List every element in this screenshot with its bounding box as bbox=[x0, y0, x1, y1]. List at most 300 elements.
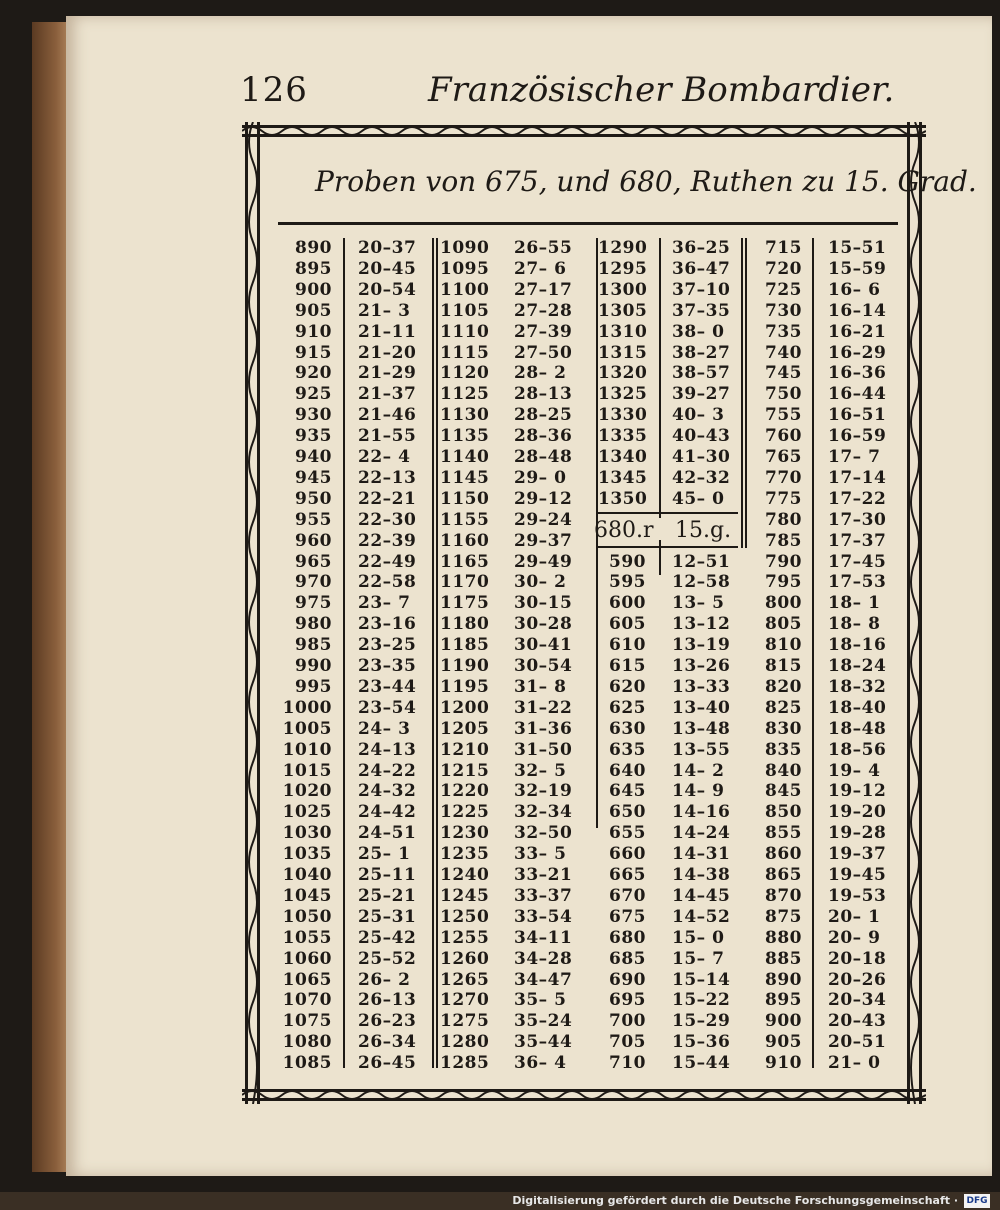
table-cell: 625 bbox=[609, 697, 646, 718]
table-cell: 24– 3 bbox=[358, 718, 411, 739]
table-cell: 31–36 bbox=[514, 718, 573, 739]
table-cell: 1075 bbox=[282, 1011, 332, 1032]
table-cell: 875 bbox=[765, 906, 802, 927]
table-cell: 1200 bbox=[440, 697, 490, 718]
table-cell: 1015 bbox=[282, 760, 332, 781]
table-cell: 35–24 bbox=[514, 1011, 573, 1032]
table-cell: 28–13 bbox=[514, 384, 573, 405]
table-cell: 750 bbox=[765, 384, 802, 405]
table-cell: 18–40 bbox=[828, 697, 887, 718]
table-cell: 28–36 bbox=[514, 426, 573, 447]
table-cell: 1325 bbox=[598, 384, 648, 405]
table-cell: 20–37 bbox=[358, 238, 417, 258]
table-cell: 895 bbox=[765, 990, 802, 1011]
table-cell: 24–42 bbox=[358, 802, 417, 823]
table-cell: 16–59 bbox=[828, 426, 887, 447]
table-cell: 1020 bbox=[282, 781, 332, 802]
section-rule bbox=[596, 512, 738, 514]
column-divider bbox=[745, 238, 747, 548]
table-cell: 16–44 bbox=[828, 384, 887, 405]
table-cell: 26–23 bbox=[358, 1011, 417, 1032]
table-cell: 1340 bbox=[598, 447, 648, 467]
table-cell: 18– 8 bbox=[828, 614, 881, 635]
column-divider bbox=[436, 238, 438, 1068]
table-cell: 1150 bbox=[440, 488, 490, 509]
running-head: Französischer Bombardier. bbox=[428, 70, 895, 110]
table-cell: 770 bbox=[765, 467, 802, 488]
table-cell: 22–21 bbox=[358, 488, 417, 509]
table-cell: 1005 bbox=[282, 718, 332, 739]
table-cell: 755 bbox=[765, 405, 802, 426]
table-cell: 32–50 bbox=[514, 823, 573, 844]
table-cell: 1175 bbox=[440, 593, 490, 614]
table-cell: 28–25 bbox=[514, 405, 573, 426]
table-cell: 13– 5 bbox=[672, 593, 725, 614]
table-cell: 780 bbox=[765, 509, 802, 530]
table-cell: 35– 5 bbox=[514, 990, 567, 1011]
table-cell: 15–29 bbox=[672, 1011, 731, 1032]
table-cell: 740 bbox=[765, 342, 802, 363]
table-cell: 1190 bbox=[440, 656, 490, 676]
table-cell: 1300 bbox=[598, 279, 648, 300]
table-cell: 905 bbox=[295, 300, 332, 321]
table-cell: 590 bbox=[609, 551, 646, 572]
table-cell: 29–12 bbox=[514, 488, 573, 509]
table-cell: 41–30 bbox=[672, 447, 731, 467]
table-cell: 20– 9 bbox=[828, 927, 881, 948]
table-cell: 24–22 bbox=[358, 760, 417, 781]
table-cell: 905 bbox=[765, 1032, 802, 1053]
table-cell: 26–13 bbox=[358, 990, 417, 1011]
table-cell: 27–28 bbox=[514, 300, 573, 321]
table-cell: 895 bbox=[295, 258, 332, 279]
table-cell: 24–32 bbox=[358, 781, 417, 802]
table-cell: 16– 6 bbox=[828, 279, 881, 300]
table-cell: 26–34 bbox=[358, 1032, 417, 1053]
table-cell: 1135 bbox=[440, 426, 490, 447]
table-cell: 700 bbox=[609, 1011, 646, 1032]
table-cell: 1085 bbox=[282, 1053, 332, 1074]
table-cell: 35–44 bbox=[514, 1032, 573, 1053]
table-cell: 19– 4 bbox=[828, 760, 881, 781]
table-cell: 995 bbox=[295, 676, 332, 697]
table-cell: 14–52 bbox=[672, 906, 731, 927]
table-cell: 1290 bbox=[598, 238, 648, 258]
table-cell: 1310 bbox=[598, 321, 648, 342]
column-divider bbox=[659, 238, 661, 518]
table-cell: 595 bbox=[609, 572, 646, 593]
table-cell: 13–55 bbox=[672, 739, 731, 760]
table-cell: 27– 6 bbox=[514, 258, 567, 279]
table-cell: 13–19 bbox=[672, 635, 731, 656]
table-cell: 970 bbox=[295, 572, 332, 593]
table-cell: 19–12 bbox=[828, 781, 887, 802]
table-cell: 31–50 bbox=[514, 739, 573, 760]
table-cell: 705 bbox=[609, 1032, 646, 1053]
table-cell: 900 bbox=[295, 279, 332, 300]
table-cell: 1130 bbox=[440, 405, 490, 426]
table-cell: 17–22 bbox=[828, 488, 887, 509]
dfg-logo: DFG bbox=[964, 1194, 990, 1208]
table-cell: 635 bbox=[609, 739, 646, 760]
table-cell: 20–54 bbox=[358, 279, 417, 300]
table-cell: 910 bbox=[765, 1053, 802, 1074]
table-cell: 17–37 bbox=[828, 530, 887, 551]
table-cell: 26–45 bbox=[358, 1053, 417, 1074]
table-cell: 22–39 bbox=[358, 530, 417, 551]
table-cell: 1055 bbox=[282, 927, 332, 948]
table-cell: 17–53 bbox=[828, 572, 887, 593]
table-cell: 19–53 bbox=[828, 885, 887, 906]
table-cell: 1050 bbox=[282, 906, 332, 927]
table-cell: 21–46 bbox=[358, 405, 417, 426]
table-cell: 985 bbox=[295, 635, 332, 656]
table-cell: 16–21 bbox=[828, 321, 887, 342]
table-cell: 28– 2 bbox=[514, 363, 567, 384]
table-cell: 29–24 bbox=[514, 509, 573, 530]
table-cell: 870 bbox=[765, 885, 802, 906]
table-cell: 14–45 bbox=[672, 885, 731, 906]
table-cell: 30– 2 bbox=[514, 572, 567, 593]
table-cell: 32– 5 bbox=[514, 760, 567, 781]
table-cell: 15–22 bbox=[672, 990, 731, 1011]
table-cell: 29–49 bbox=[514, 551, 573, 572]
table-cell: 25–42 bbox=[358, 927, 417, 948]
table-cell: 25–31 bbox=[358, 906, 417, 927]
table-cell: 1090 bbox=[440, 238, 490, 258]
table-cell: 13–12 bbox=[672, 614, 731, 635]
table-cell: 33–54 bbox=[514, 906, 573, 927]
table-cell: 15–51 bbox=[828, 238, 887, 258]
title-rule bbox=[278, 222, 898, 225]
table-cell: 22–58 bbox=[358, 572, 417, 593]
table-cell: 1155 bbox=[440, 509, 490, 530]
table-cell: 950 bbox=[295, 488, 332, 509]
table-cell: 29– 0 bbox=[514, 467, 567, 488]
table-cell: 19–45 bbox=[828, 865, 887, 885]
table-cell: 975 bbox=[295, 593, 332, 614]
table-cell: 21–55 bbox=[358, 426, 417, 447]
table-cell: 620 bbox=[609, 676, 646, 697]
table-cell: 910 bbox=[295, 321, 332, 342]
table-cell: 810 bbox=[765, 635, 802, 656]
table-cell: 1010 bbox=[282, 739, 332, 760]
table-cell: 1205 bbox=[440, 718, 490, 739]
table-cell: 915 bbox=[295, 342, 332, 363]
table-cell: 1225 bbox=[440, 802, 490, 823]
digitization-credit: Digitalisierung gefördert durch die Deutsche Forschungsgemeinschaft · bbox=[512, 1194, 958, 1207]
table-cell: 17–14 bbox=[828, 467, 887, 488]
table-cell: 25– 1 bbox=[358, 844, 411, 865]
table-cell: 1040 bbox=[282, 865, 332, 885]
table-cell: 785 bbox=[765, 530, 802, 551]
table-cell: 14–31 bbox=[672, 844, 731, 865]
table-cell: 650 bbox=[609, 802, 646, 823]
column-divider bbox=[343, 238, 345, 1068]
table-cell: 1065 bbox=[282, 969, 332, 990]
border-left bbox=[242, 122, 264, 1104]
table-cell: 1235 bbox=[440, 844, 490, 865]
table-cell: 15–44 bbox=[672, 1053, 731, 1074]
table-cell: 31–22 bbox=[514, 697, 573, 718]
table-cell: 36– 4 bbox=[514, 1053, 567, 1074]
table-cell: 36–47 bbox=[672, 258, 731, 279]
border-top bbox=[242, 122, 926, 140]
table-cell: 13–26 bbox=[672, 656, 731, 676]
table-cell: 22–13 bbox=[358, 467, 417, 488]
table-cell: 675 bbox=[609, 906, 646, 927]
table-cell: 18–32 bbox=[828, 676, 887, 697]
table-cell: 21– 3 bbox=[358, 300, 411, 321]
table-cell: 38– 0 bbox=[672, 321, 725, 342]
table-cell: 23– 7 bbox=[358, 593, 411, 614]
table-cell: 1285 bbox=[440, 1053, 490, 1074]
table-cell: 660 bbox=[609, 844, 646, 865]
table-cell: 835 bbox=[765, 739, 802, 760]
section-header-grad: 15.g. bbox=[675, 518, 732, 543]
table-cell: 955 bbox=[295, 509, 332, 530]
table-cell: 16–14 bbox=[828, 300, 887, 321]
table-cell: 20–18 bbox=[828, 948, 887, 969]
table-cell: 30–15 bbox=[514, 593, 573, 614]
table-cell: 20–26 bbox=[828, 969, 887, 990]
table-cell: 890 bbox=[295, 238, 332, 258]
table-cell: 18– 1 bbox=[828, 593, 881, 614]
table-cell: 1170 bbox=[440, 572, 490, 593]
table-cell: 1160 bbox=[440, 530, 490, 551]
table-cell: 33–37 bbox=[514, 885, 573, 906]
table-cell: 665 bbox=[609, 865, 646, 885]
table-cell: 1295 bbox=[598, 258, 648, 279]
table-cell: 1280 bbox=[440, 1032, 490, 1053]
table-cell: 1110 bbox=[440, 321, 490, 342]
table-cell: 23–16 bbox=[358, 614, 417, 635]
table-cell: 940 bbox=[295, 447, 332, 467]
table-cell: 18–48 bbox=[828, 718, 887, 739]
table-cell: 830 bbox=[765, 718, 802, 739]
table-cell: 1315 bbox=[598, 342, 648, 363]
table-cell: 1120 bbox=[440, 363, 490, 384]
table-cell: 1220 bbox=[440, 781, 490, 802]
table-cell: 930 bbox=[295, 405, 332, 426]
table-cell: 1265 bbox=[440, 969, 490, 990]
table-cell: 805 bbox=[765, 614, 802, 635]
table-cell: 12–58 bbox=[672, 572, 731, 593]
table-cell: 1140 bbox=[440, 447, 490, 467]
table-cell: 14–24 bbox=[672, 823, 731, 844]
table-cell: 1345 bbox=[598, 467, 648, 488]
table-cell: 18–16 bbox=[828, 635, 887, 656]
table-cell: 32–19 bbox=[514, 781, 573, 802]
table-cell: 13–40 bbox=[672, 697, 731, 718]
table-cell: 25–11 bbox=[358, 865, 417, 885]
table-cell: 1035 bbox=[282, 844, 332, 865]
table-cell: 1000 bbox=[282, 697, 332, 718]
table-cell: 1105 bbox=[440, 300, 490, 321]
table-cell: 1095 bbox=[440, 258, 490, 279]
table-cell: 655 bbox=[609, 823, 646, 844]
table-cell: 22– 4 bbox=[358, 447, 411, 467]
table-cell: 795 bbox=[765, 572, 802, 593]
table-cell: 680 bbox=[609, 927, 646, 948]
page-number: 126 bbox=[240, 70, 308, 110]
table-cell: 645 bbox=[609, 781, 646, 802]
table-cell: 23–54 bbox=[358, 697, 417, 718]
table-cell: 630 bbox=[609, 718, 646, 739]
table-cell: 745 bbox=[765, 363, 802, 384]
table-cell: 1145 bbox=[440, 467, 490, 488]
table-cell: 29–37 bbox=[514, 530, 573, 551]
table-cell: 19–37 bbox=[828, 844, 887, 865]
table-cell: 685 bbox=[609, 948, 646, 969]
table-cell: 20–45 bbox=[358, 258, 417, 279]
table-cell: 1250 bbox=[440, 906, 490, 927]
table-cell: 1100 bbox=[440, 279, 490, 300]
table-cell: 1165 bbox=[440, 551, 490, 572]
table-cell: 1070 bbox=[282, 990, 332, 1011]
table-cell: 1330 bbox=[598, 405, 648, 426]
table-cell: 26–55 bbox=[514, 238, 573, 258]
table-cell: 920 bbox=[295, 363, 332, 384]
table-cell: 990 bbox=[295, 656, 332, 676]
table-cell: 980 bbox=[295, 614, 332, 635]
table-cell: 40–43 bbox=[672, 426, 731, 447]
table-cell: 760 bbox=[765, 426, 802, 447]
table-cell: 1215 bbox=[440, 760, 490, 781]
table-cell: 27–39 bbox=[514, 321, 573, 342]
table-cell: 16–51 bbox=[828, 405, 887, 426]
table-cell: 725 bbox=[765, 279, 802, 300]
table-cell: 31– 8 bbox=[514, 676, 567, 697]
table-cell: 20–34 bbox=[828, 990, 887, 1011]
table-cell: 12–51 bbox=[672, 551, 731, 572]
table-cell: 21– 0 bbox=[828, 1053, 881, 1074]
table-cell: 25–52 bbox=[358, 948, 417, 969]
table-cell: 855 bbox=[765, 823, 802, 844]
table-cell: 15–36 bbox=[672, 1032, 731, 1053]
table-cell: 775 bbox=[765, 488, 802, 509]
table-cell: 38–27 bbox=[672, 342, 731, 363]
column-divider bbox=[741, 238, 743, 548]
table-cell: 1335 bbox=[598, 426, 648, 447]
table-cell: 615 bbox=[609, 656, 646, 676]
table-cell: 24–51 bbox=[358, 823, 417, 844]
table-cell: 14–38 bbox=[672, 865, 731, 885]
table-cell: 16–36 bbox=[828, 363, 887, 384]
border-right bbox=[904, 122, 926, 1104]
table-cell: 13–33 bbox=[672, 676, 731, 697]
table-cell: 18–56 bbox=[828, 739, 887, 760]
table-cell: 605 bbox=[609, 614, 646, 635]
table-cell: 16–29 bbox=[828, 342, 887, 363]
table-cell: 23–35 bbox=[358, 656, 417, 676]
section-rule bbox=[596, 546, 738, 548]
table-cell: 1320 bbox=[598, 363, 648, 384]
table-cell: 32–34 bbox=[514, 802, 573, 823]
table-cell: 820 bbox=[765, 676, 802, 697]
table-cell: 30–41 bbox=[514, 635, 573, 656]
table-cell: 14–16 bbox=[672, 802, 731, 823]
table-cell: 710 bbox=[609, 1053, 646, 1074]
section-header-ruthen: 680.r bbox=[594, 518, 654, 543]
table-cell: 1210 bbox=[440, 739, 490, 760]
table-cell: 670 bbox=[609, 885, 646, 906]
table-cell: 640 bbox=[609, 760, 646, 781]
table-cell: 610 bbox=[609, 635, 646, 656]
table-cell: 34–11 bbox=[514, 927, 573, 948]
table-cell: 1030 bbox=[282, 823, 332, 844]
table-cell: 965 bbox=[295, 551, 332, 572]
table-cell: 690 bbox=[609, 969, 646, 990]
table-cell: 26– 2 bbox=[358, 969, 411, 990]
table-cell: 34–47 bbox=[514, 969, 573, 990]
table-cell: 15– 0 bbox=[672, 927, 725, 948]
table-cell: 33– 5 bbox=[514, 844, 567, 865]
table-cell: 730 bbox=[765, 300, 802, 321]
table-cell: 1260 bbox=[440, 948, 490, 969]
table-cell: 36–25 bbox=[672, 238, 731, 258]
table-cell: 27–17 bbox=[514, 279, 573, 300]
table-cell: 865 bbox=[765, 865, 802, 885]
table-cell: 18–24 bbox=[828, 656, 887, 676]
table-cell: 20– 1 bbox=[828, 906, 881, 927]
table-cell: 925 bbox=[295, 384, 332, 405]
table-cell: 17–45 bbox=[828, 551, 887, 572]
table-cell: 1195 bbox=[440, 676, 490, 697]
table-cell: 45– 0 bbox=[672, 488, 725, 509]
column-divider bbox=[432, 238, 434, 1068]
table-cell: 37–35 bbox=[672, 300, 731, 321]
table-cell: 1270 bbox=[440, 990, 490, 1011]
table-cell: 21–37 bbox=[358, 384, 417, 405]
table-cell: 1125 bbox=[440, 384, 490, 405]
table-cell: 15–59 bbox=[828, 258, 887, 279]
table-cell: 22–49 bbox=[358, 551, 417, 572]
table-cell: 28–48 bbox=[514, 447, 573, 467]
table-cell: 23–25 bbox=[358, 635, 417, 656]
table-cell: 1230 bbox=[440, 823, 490, 844]
table-cell: 30–54 bbox=[514, 656, 573, 676]
table-cell: 860 bbox=[765, 844, 802, 865]
table-cell: 24–13 bbox=[358, 739, 417, 760]
table-cell: 17– 7 bbox=[828, 447, 881, 467]
table-cell: 765 bbox=[765, 447, 802, 467]
table-cell: 1045 bbox=[282, 885, 332, 906]
table-cell: 845 bbox=[765, 781, 802, 802]
table-cell: 13–48 bbox=[672, 718, 731, 739]
table-cell: 850 bbox=[765, 802, 802, 823]
table-cell: 1350 bbox=[598, 488, 648, 509]
table-cell: 900 bbox=[765, 1011, 802, 1032]
table-cell: 695 bbox=[609, 990, 646, 1011]
table-cell: 37–10 bbox=[672, 279, 731, 300]
table-cell: 1080 bbox=[282, 1032, 332, 1053]
table-cell: 22–30 bbox=[358, 509, 417, 530]
table-cell: 890 bbox=[765, 969, 802, 990]
table-cell: 23–44 bbox=[358, 676, 417, 697]
table-cell: 1255 bbox=[440, 927, 490, 948]
table-cell: 880 bbox=[765, 927, 802, 948]
border-bottom bbox=[242, 1086, 926, 1104]
table-cell: 1305 bbox=[598, 300, 648, 321]
table-cell: 815 bbox=[765, 656, 802, 676]
table-title: Proben von 675, und 680, Ruthen zu 15. Grad. bbox=[315, 165, 977, 198]
table-cell: 720 bbox=[765, 258, 802, 279]
table-cell: 1240 bbox=[440, 865, 490, 885]
table-cell: 735 bbox=[765, 321, 802, 342]
table-cell: 600 bbox=[609, 593, 646, 614]
table-cell: 19–28 bbox=[828, 823, 887, 844]
